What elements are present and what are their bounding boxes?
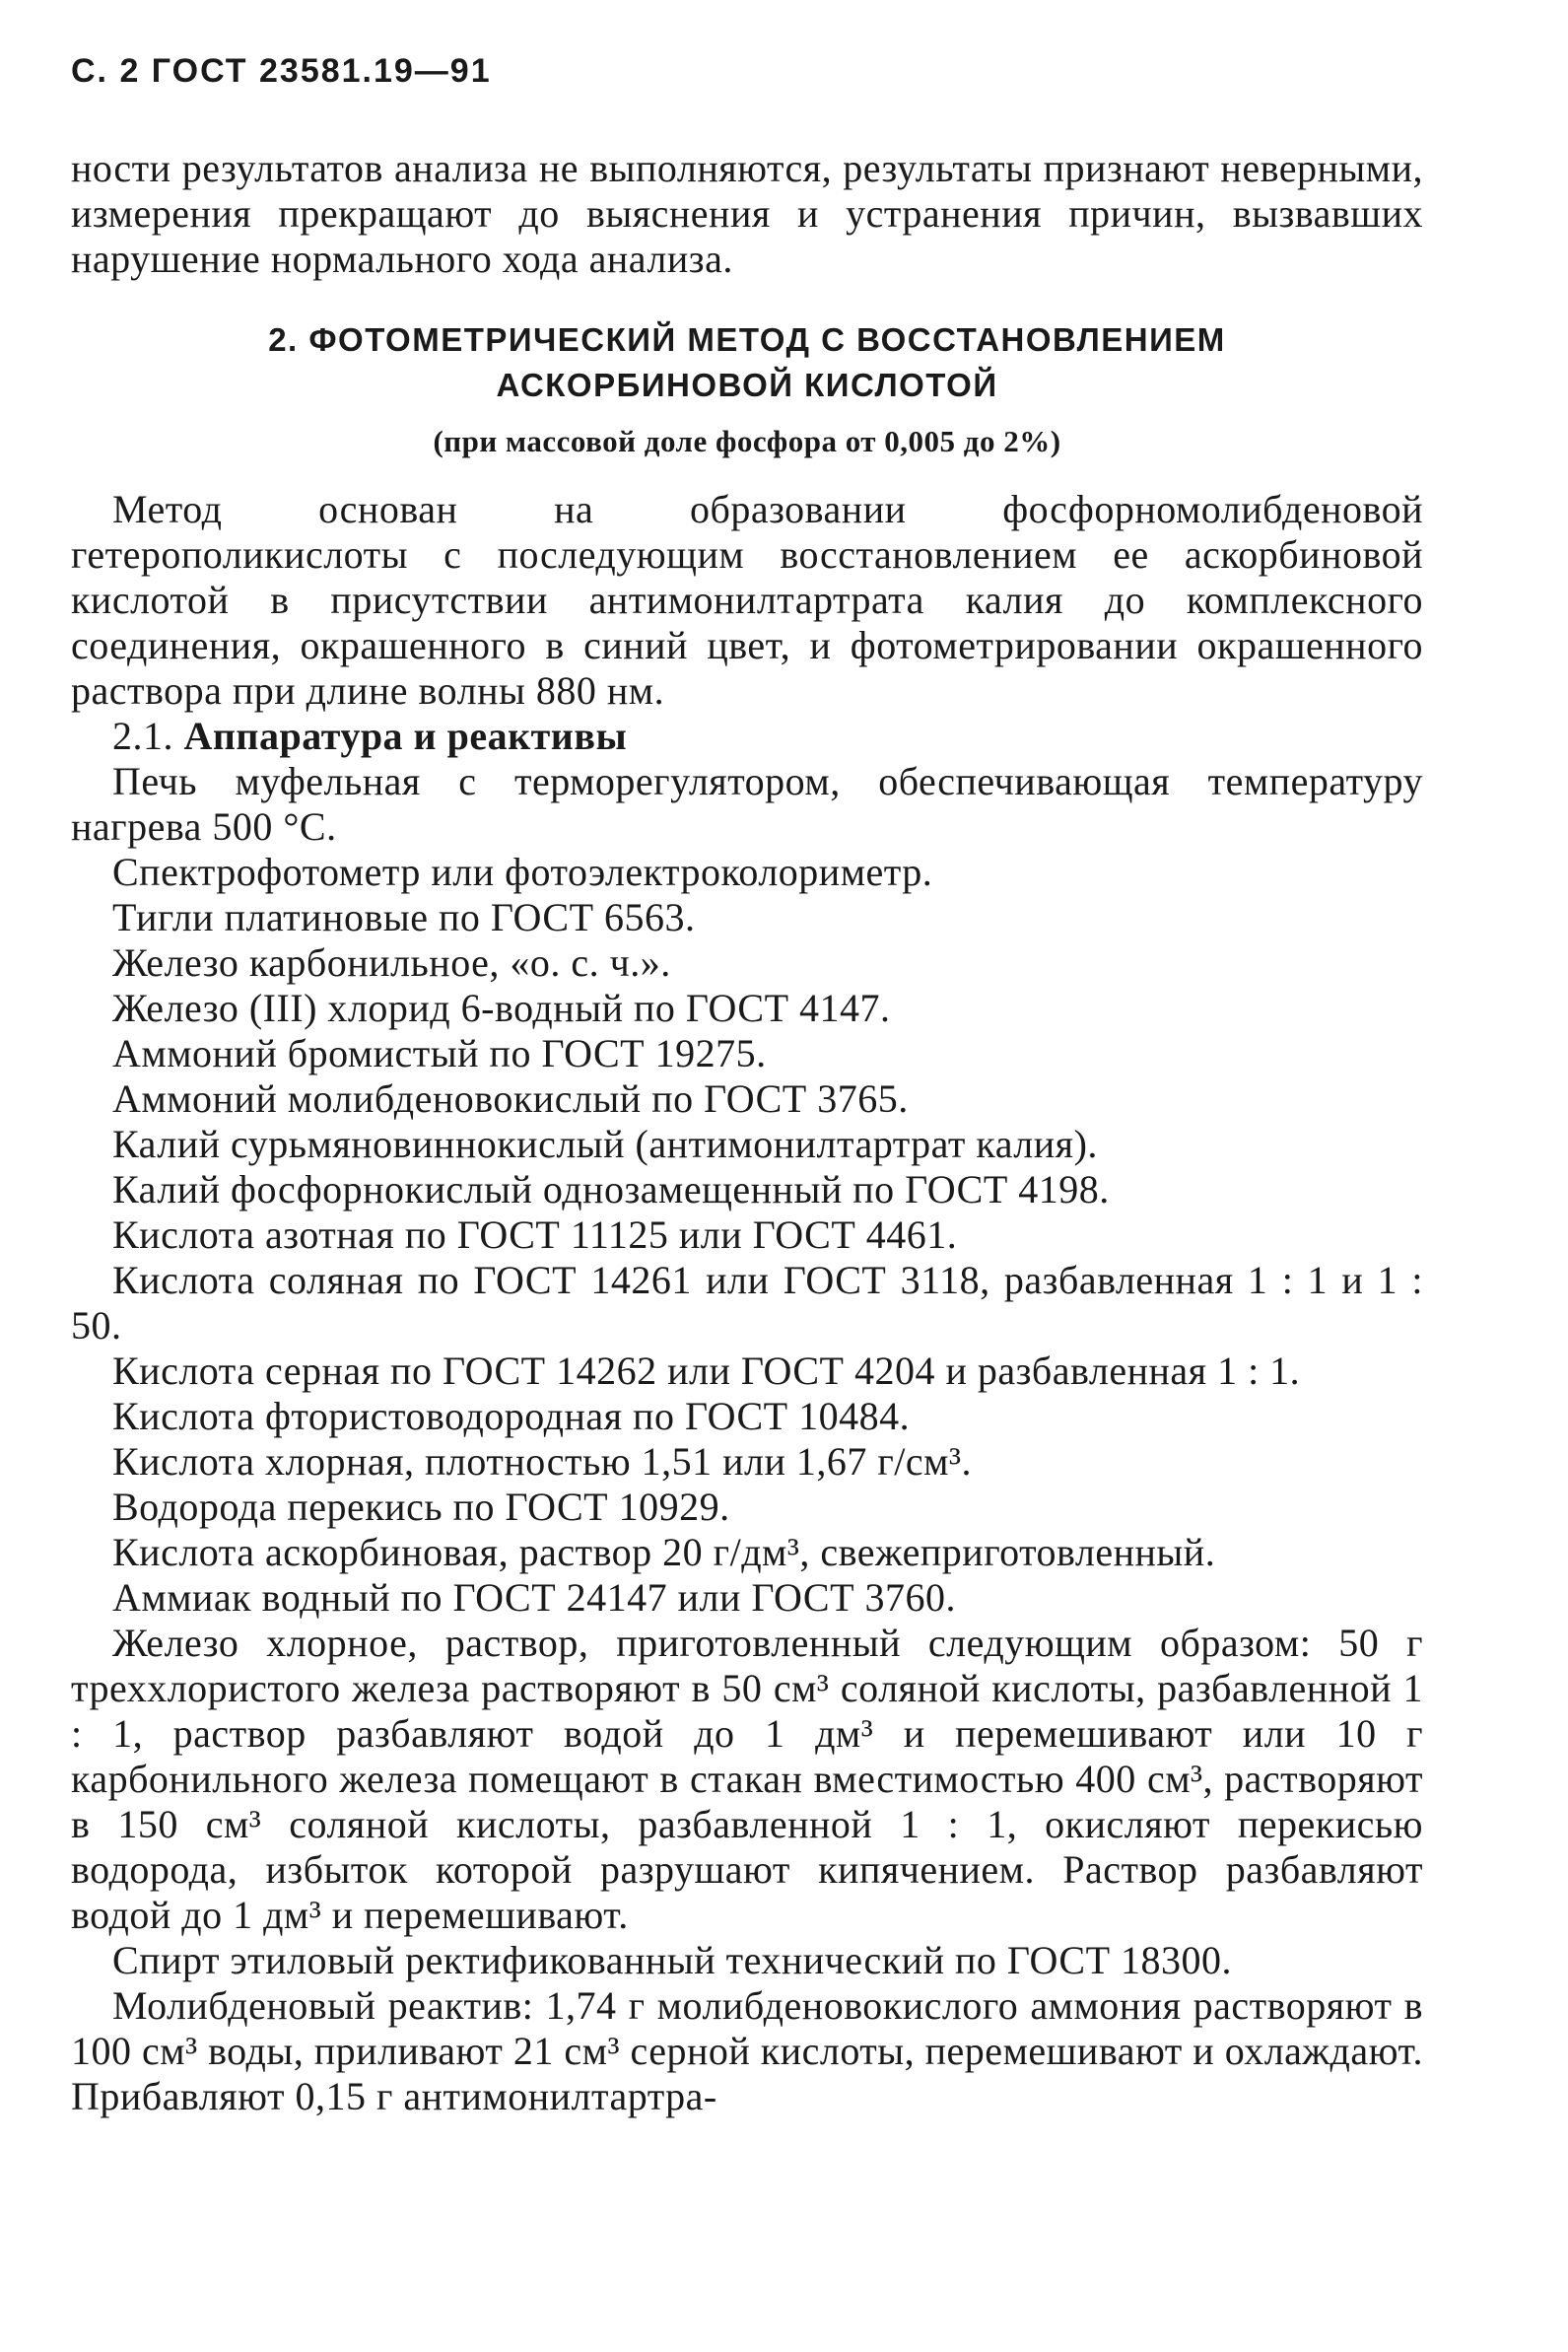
list-item: Кислота фтористоводородная по ГОСТ 10484. [112, 1394, 911, 1438]
running-header: С. 2 ГОСТ 23581.19—91 [71, 52, 492, 90]
section-title-line-1: 2. ФОТОМЕТРИЧЕСКИЙ МЕТОД С ВОССТАНОВЛЕНИЕМ [268, 321, 1226, 358]
list-item: Железо карбонильное, «о. с. ч.». [112, 940, 671, 985]
list-item: Кислота хлорная, плотностью 1,51 или 1,67 г/см³. [112, 1439, 972, 1484]
list-item: Аммоний бромистый по ГОСТ 19275. [112, 1031, 767, 1075]
list-item: Аммиак водный по ГОСТ 24147 или ГОСТ 3760. [112, 1575, 957, 1620]
list-item: Водорода перекись по ГОСТ 10929. [112, 1485, 730, 1529]
list-item: Кислота аскорбиновая, раствор 20 г/дм³, свежеприготовленный. [112, 1530, 1216, 1574]
list-item: Калий фосфорнокислый однозамещенный по ГОСТ 4198. [112, 1167, 1110, 1211]
list-item: Калий сурьмяновиннокислый (антимонилтартрат калия). [112, 1122, 1098, 1166]
intro-continuation-paragraph: ности результатов анализа не выполняются, результаты признают неверными, измерения прекращают до выяснения и устранения причин, вызвавших нарушение нормального хода анализа. [71, 146, 1423, 281]
list-item: Печь муфельная с терморегулятором, обеспечивающая температуру нагрева 500 °С. [71, 759, 1423, 849]
subsection-heading [71, 714, 1423, 759]
document-body [71, 146, 1423, 2119]
subsection-number: 2.1. [112, 714, 173, 758]
list-item: Железо (III) хлорид 6-водный по ГОСТ 4147. [112, 986, 891, 1030]
list-item: Аммоний молибденовокислый по ГОСТ 3765. [112, 1076, 909, 1121]
reagents-list [71, 759, 1423, 1621]
list-item: Тигли платиновые по ГОСТ 6563. [112, 895, 696, 939]
section-title [71, 317, 1423, 408]
section-title-line-2: АСКОРБИНОВОЙ КИСЛОТОЙ [496, 367, 998, 403]
list-item: Кислота серная по ГОСТ 14262 или ГОСТ 4204 и разбавленная 1 : 1. [112, 1349, 1301, 1393]
document-page [71, 51, 1423, 2119]
list-item: Кислота соляная по ГОСТ 14261 или ГОСТ 3118, разбавленная 1 : 1 и 1 : 50. [71, 1258, 1423, 1348]
section-subtitle: (при массовой доле фосфора от 0,005 до 2%) [433, 424, 1061, 458]
ethanol-paragraph: Спирт этиловый ректификованный технический по ГОСТ 18300. [112, 1938, 1233, 1982]
molybdenum-reagent-paragraph: Молибденовый реактив: 1,74 г молибденовокислого аммония растворяют в 100 см³ воды, приливают 21 см³ серной кислоты, перемешивают и охлаждают. Прибавляют 0,15 г антимонилтартра- [71, 1983, 1423, 2118]
subsection-title: Аппаратура и реактивы [183, 714, 628, 758]
iron-solution-paragraph: Железо хлорное, раствор, приготовленный следующим образом: 50 г треххлористого железа растворяют в 50 см³ соляной кислоты, разбавленной 1 : 1, раствор разбавляют водой до 1 дм³ и перемешивают или 10 г карбонильного железа помещают в стакан вместимостью 400 см³, растворяют в 150 см³ соляной кислоты, разбавленной 1 : 1, окисляют перекисью водорода, избыток которой разрушают кипячением. Раствор разбавляют водой до 1 дм³ и перемешивают. [71, 1621, 1423, 1937]
list-item: Кислота азотная по ГОСТ 11125 или ГОСТ 4461. [112, 1212, 958, 1257]
method-description-paragraph: Метод основан на образовании фосфорномолибденовой гетерополикислоты с последующим восстановлением ее аскорбиновой кислотой в присутствии антимонилтартрата калия до комплексного соединения, окрашенного в синий цвет, и фотометрировании окрашенного раствора при длине волны 880 нм. [71, 487, 1423, 713]
list-item: Спектрофотометр или фотоэлектроколориметр. [112, 850, 933, 894]
